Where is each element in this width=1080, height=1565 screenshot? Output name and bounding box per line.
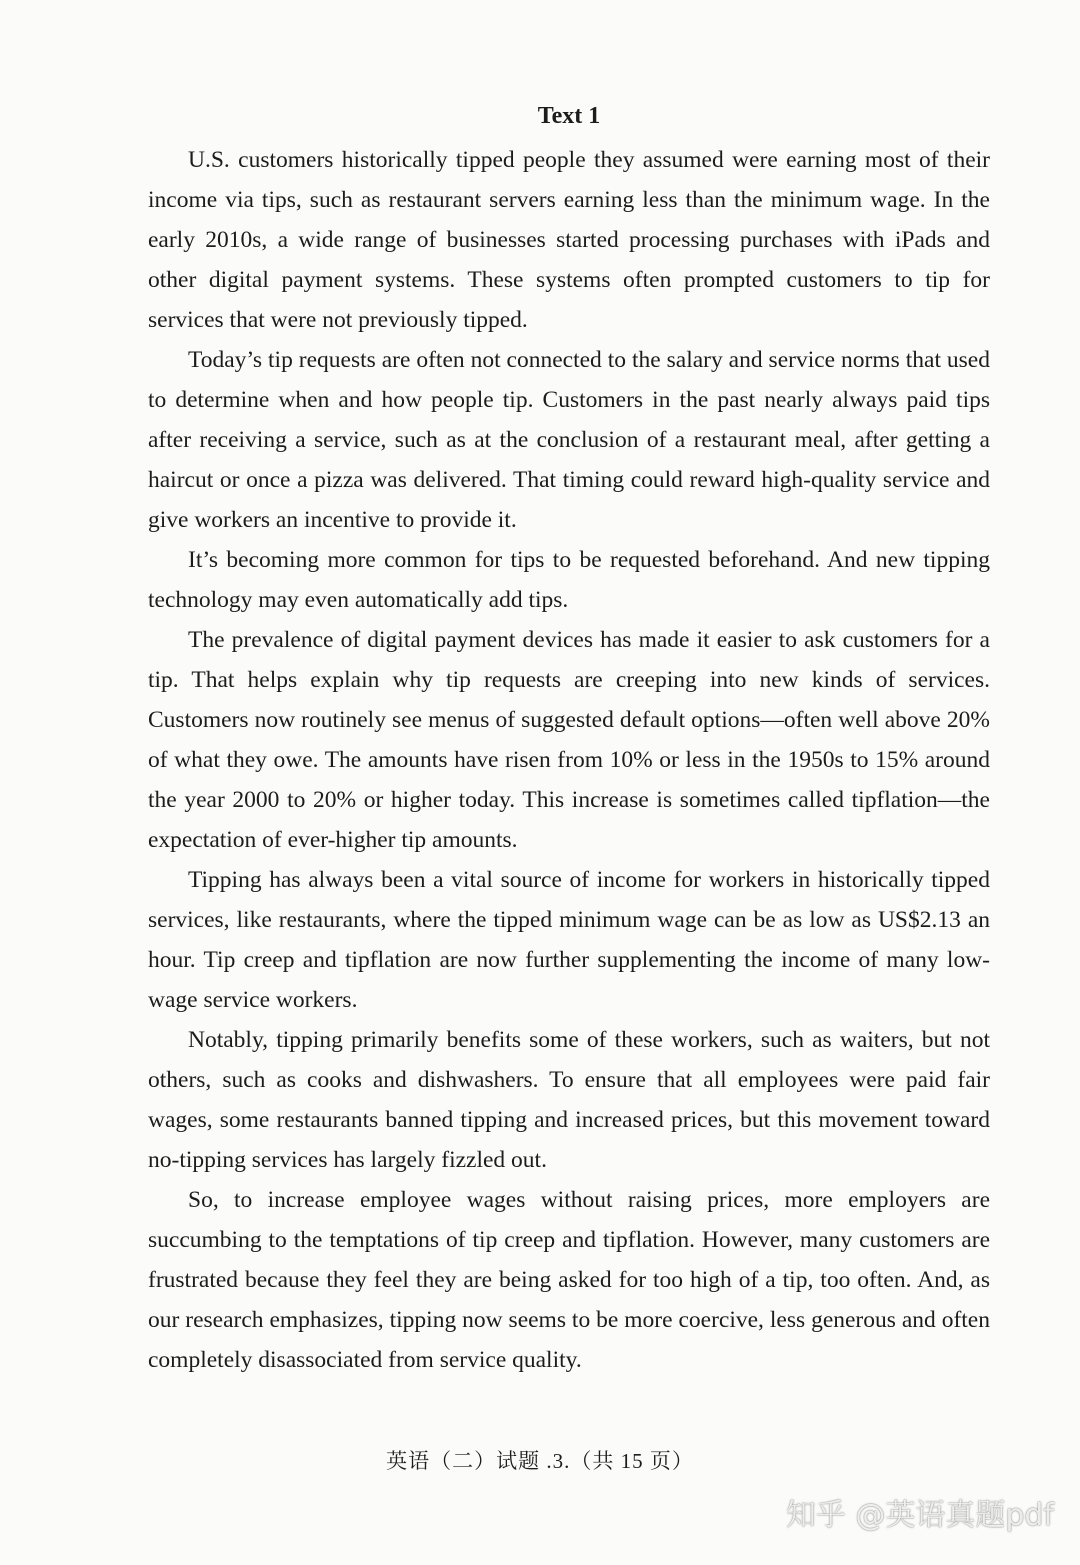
- paragraph-1: U.S. customers historically tipped people they assumed were earning most of their income via tips, such as restaurant servers earning less than the minimum wage. In the early 2010s, a wide range of businesses started processing purchases with iPads and other digital payment systems. These systems often prompted customers to tip for services that were not previously tipped.: [148, 147, 990, 333]
- page-footer: 英语（二）试题 .3.（共 15 页）: [386, 1449, 694, 1473]
- paragraph-7: So, to increase employee wages without raising prices, more employers are succumbing to the temptations of tip creep and tipflation. However, many customers are frustrated because they feel they are being asked for too high of a tip, too often. And, as our research emphasizes, tipping now seems to be more coercive, less generous and often completely disassociated from service quality.: [148, 1187, 990, 1373]
- paragraph-4: The prevalence of digital payment devices has made it easier to ask customers for a tip. That helps explain why tip requests are creeping into new kinds of services. Customers now routinely see menus of suggested default options—often well above 20% of what they owe. The amounts have risen from 10% or less in the 1950s to 15% around the year 2000 to 20% or higher today. This increase is sometimes called tipflation—the expectation of ever-higher tip amounts.: [148, 627, 990, 853]
- exam-page: [148, 98, 990, 1380]
- paragraph-3: It’s becoming more common for tips to be requested beforehand. And new tipping technology may even automatically add tips.: [148, 547, 990, 613]
- paragraph-6: Notably, tipping primarily benefits some of these workers, such as waiters, but not others, such as cooks and dishwashers. To ensure that all employees were paid fair wages, some restaurants banned tipping and increased prices, but this movement toward no-tipping services has largely fizzled out.: [148, 1027, 990, 1173]
- paragraph-5: Tipping has always been a vital source of income for workers in historically tipped services, like restaurants, where the tipped minimum wage can be as low as US$2.13 an hour. Tip creep and tipflation are now further supplementing the income of many low-wage service workers.: [148, 867, 990, 1013]
- text-title: Text 1: [537, 103, 601, 129]
- zhihu-watermark: 知乎 @英语真题pdf: [785, 1498, 1054, 1533]
- paragraph-2: Today’s tip requests are often not connected to the salary and service norms that used to determine when and how people tip. Customers in the past nearly always paid tips after receiving a service, such as at the conclusion of a restaurant meal, after getting a haircut or once a pizza was delivered. That timing could reward high-quality service and give workers an incentive to provide it.: [148, 347, 990, 533]
